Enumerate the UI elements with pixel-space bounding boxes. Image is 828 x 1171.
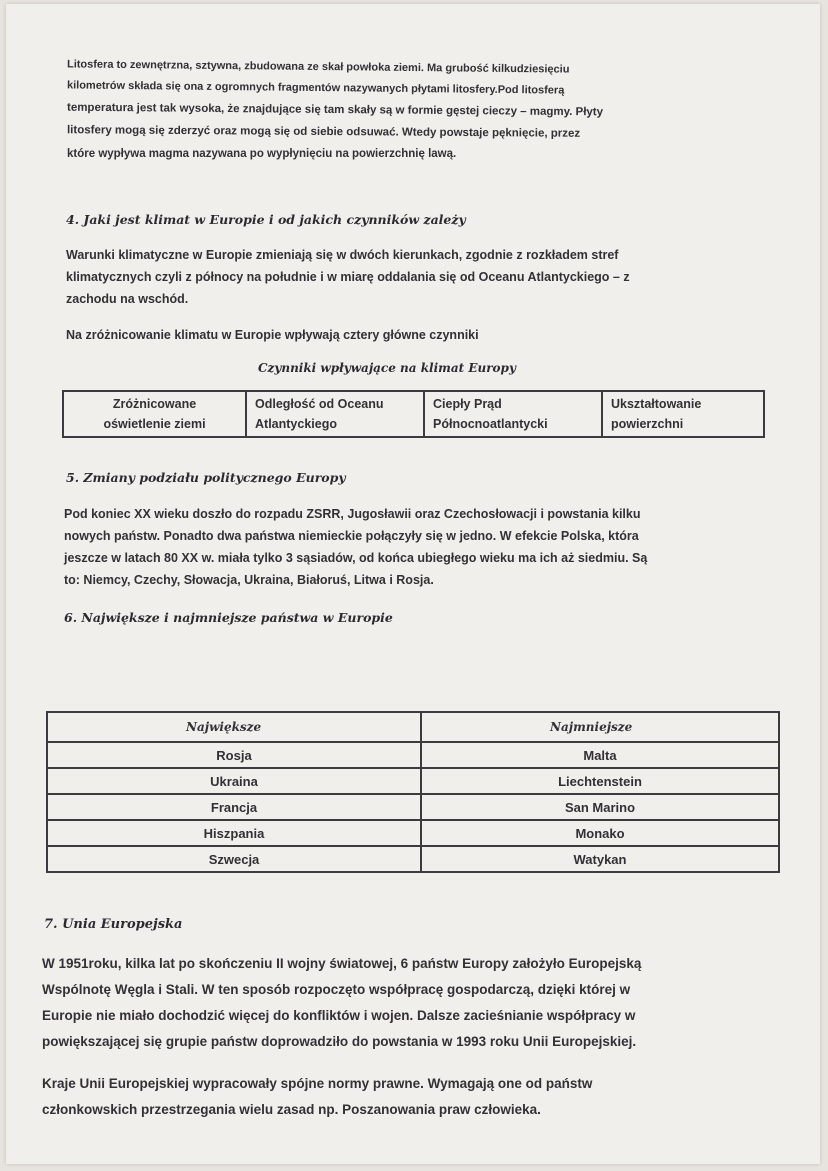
intro-line: które wypływa magma nazywana po wypłynięciu na powierzchnię lawą.: [67, 148, 457, 160]
table-header-cell: [421, 712, 779, 742]
intro-line: litosfery mogą się zderzyć oraz mogą się od siebie odsuwać. Wtedy powstaje pęknięcie, przez: [66, 124, 581, 140]
climate-factors-table: [62, 390, 765, 438]
table-cell: Zróżnicowane oświetlenie ziemi: [63, 391, 246, 437]
document-page: [6, 4, 820, 1164]
table-row: [47, 846, 779, 872]
table-row: [47, 820, 779, 846]
table-cell: Ukształtowanie powierzchni: [602, 391, 764, 437]
section-7-line: W 1951roku, kilka lat po skończeniu II wojny światowej, 6 państw Europy założyło Europejską: [42, 956, 642, 971]
section-7-line: członkowskich przestrzegania wielu zasad np. Poszanowania praw człowieka.: [42, 1102, 541, 1117]
countries-table: [46, 711, 780, 873]
section-4-line: zachodu na wschód.: [66, 292, 189, 306]
section-4-line: Warunki klimatyczne w Europie zmieniają się w dwóch kierunkach, zgodnie z rozkładem stref: [66, 248, 619, 262]
section-4-line: klimatycznych czyli z północy na południe i w miarę oddalania się od Oceanu Atlantyckiego – z: [66, 270, 630, 284]
table-cell: Rosja: [47, 742, 421, 768]
section-7-line: powiększającej się grupie państw doprowadziło do powstania w 1993 roku Unii Europejskiej.: [42, 1034, 637, 1049]
section-5-line: nowych państw. Ponadto dwa państwa niemieckie połączyły się w jedno. W efekcie Polska, która: [64, 529, 639, 543]
factors-table-title: Czynniki wpływające na klimat Europy: [258, 361, 516, 375]
table-cell: Hiszpania: [47, 820, 421, 846]
table-cell: Odległość od Oceanu Atlantyckiego: [246, 391, 424, 437]
table-header-cell: [47, 712, 421, 742]
table-cell: Szwecja: [47, 846, 421, 872]
section-7-heading: 7. Unia Europejska: [44, 917, 183, 932]
table-cell: Monako: [421, 820, 779, 846]
table-cell: Malta: [421, 742, 779, 768]
section-4-heading: 4. Jaki jest klimat w Europie i od jakich czynników zależy: [66, 212, 466, 227]
section-5-heading: 5. Zmiany podziału politycznego Europy: [66, 470, 346, 485]
section-5-line: jeszcze w latach 80 XX w. miała tylko 3 sąsiadów, od końca ubiegłego wieku ma ich aż siedmiu. Są: [64, 551, 648, 565]
intro-line: temperatura jest tak wysoka, że znajdujące się tam skały są w formie gęstej cieczy – magmy. Płyty: [66, 101, 604, 119]
table-cell: Francja: [47, 794, 421, 820]
table-row: [47, 794, 779, 820]
table-cell: Liechtenstein: [421, 768, 779, 794]
section-4-intro-line: Na zróżnicowanie klimatu w Europie wpływają cztery główne czynniki: [66, 328, 479, 342]
table-row: [47, 768, 779, 794]
intro-line: kilometrów składa się ona z ogromnych fragmentów nazywanych płytami litosfery.Pod litosferą: [66, 79, 565, 97]
table-cell: Ciepły Prąd Północnoatlantycki: [424, 391, 602, 437]
table-row: [63, 391, 764, 437]
table-cell: Ukraina: [47, 768, 421, 794]
table-header-row: [47, 712, 779, 742]
section-7-line: Wspólnotę Węgla i Stali. W ten sposób rozpoczęto współpracę gospodarczą, dzięki której w: [42, 982, 631, 997]
column-largest-label: Największe: [186, 720, 262, 734]
table-cell: San Marino: [421, 794, 779, 820]
column-smallest-label: Najmniejsze: [550, 720, 633, 734]
section-5-line: Pod koniec XX wieku doszło do rozpadu ZSRR, Jugosławii oraz Czechosłowacji i powstania kilku: [64, 507, 641, 521]
section-7-line: Kraje Unii Europejskiej wypracowały spójne normy prawne. Wymagają one od państw: [42, 1076, 593, 1091]
table-row: [47, 742, 779, 768]
intro-line: Litosfera to zewnętrzna, sztywna, zbudowana ze skał powłoka ziemi. Ma grubość kilkudziesięciu: [66, 58, 570, 76]
section-7-line: Europie nie miało dochodzić więcej do konfliktów i wojen. Dalsze zacieśnianie współpracy w: [42, 1008, 636, 1023]
table-cell: Watykan: [421, 846, 779, 872]
section-5-line: to: Niemcy, Czechy, Słowacja, Ukraina, Białoruś, Litwa i Rosja.: [64, 573, 434, 587]
section-6-heading: 6. Największe i najmniejsze państwa w Europie: [64, 610, 393, 625]
